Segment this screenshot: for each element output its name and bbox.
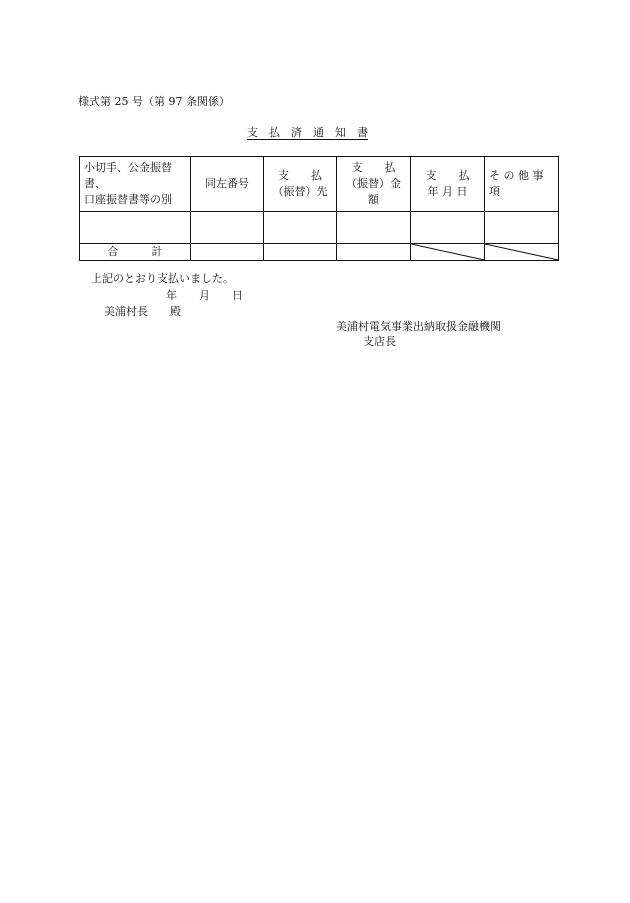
header-payee-line2: （振替）先 [272,184,328,198]
total-label: 合 計 [107,244,163,258]
header-number [191,157,264,212]
header-other [485,157,559,212]
cell-other [485,211,559,243]
date-line: 年 月 日 [166,289,243,302]
header-payment-date-line2: 年 月 日 [427,184,468,198]
diagonal-line [485,244,558,260]
addressee: 美浦村長 殿 [104,305,181,318]
total-payee-cell [264,243,337,260]
institution-name: 美浦村電気事業出納取扱金融機関 [336,320,501,333]
statement-text: 上記のとおり支払いました。 [91,272,234,285]
header-amount-line3: 額 [368,192,379,206]
payment-table [79,156,559,261]
header-row [80,157,559,212]
cell-amount [337,211,411,243]
form-reference: 様式第 25 号（第 97 条関係） [78,95,230,108]
header-amount [337,157,411,212]
total-label-cell [80,243,191,260]
cell-number [191,211,264,243]
header-amount-line2: （振替）金 [346,176,401,190]
total-other-cell-crossed [485,243,559,260]
table-row [80,211,559,243]
total-date-cell-crossed [411,243,485,260]
header-payment-date-line1: 支 払 [425,168,470,182]
header-other-line1: そ の 他 事 [489,168,544,182]
header-other-line2: 項 [489,184,500,198]
cell-payment-type [80,211,191,243]
header-payee [264,157,337,212]
header-payment-type-line3: 口座振替書等の別 [84,192,172,206]
header-payment-type-line2: 書、 [84,176,106,190]
header-payment-type [80,157,191,212]
header-amount-line1: 支 払 [351,161,396,174]
header-number-text: 同左番号 [205,176,249,190]
header-payment-type-line1: 小切手、公金振替 [84,161,172,174]
header-payee-line1: 支 払 [278,168,322,182]
diagonal-line [411,244,484,260]
header-payment-date [411,157,485,212]
cell-payment-date [411,211,485,243]
branch-manager: 支店長 [363,335,396,348]
total-row [80,243,559,260]
document-title: 支 払 済 通 知 書 [247,126,368,139]
cell-payee [264,211,337,243]
total-amount-cell [337,243,411,260]
total-number-cell [191,243,264,260]
